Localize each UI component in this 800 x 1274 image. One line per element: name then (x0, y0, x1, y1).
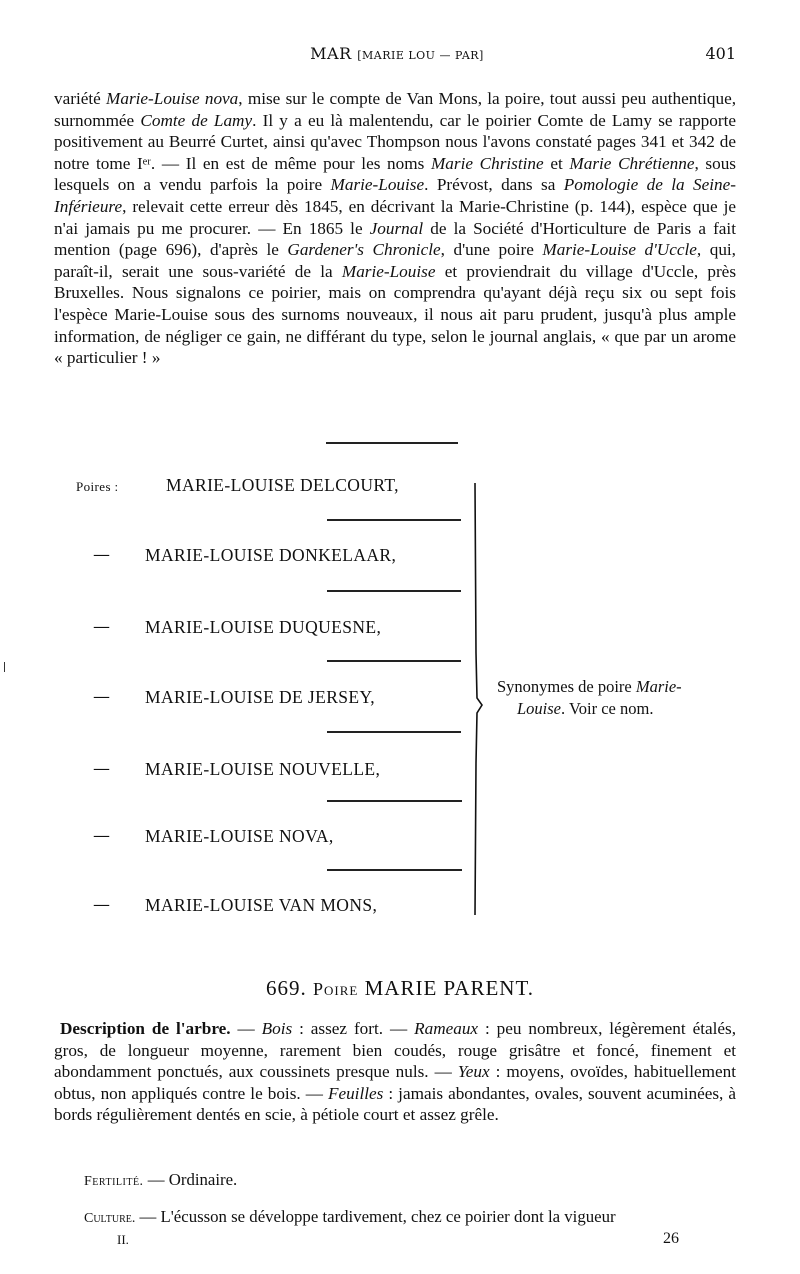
bold-heading: Description de l'arbre. (60, 1019, 231, 1038)
synonym-row (76, 475, 399, 496)
italic-term: Marie Christine (430, 153, 544, 173)
synonym-dash: — (93, 545, 110, 565)
entry-title (0, 976, 800, 1001)
synonym-name: MARIE-LOUISE DE JERSEY, (145, 687, 376, 707)
text-run: , sous lesquels on a vendu parfois la poire (54, 153, 736, 195)
italic-term: Journal (369, 218, 424, 238)
italic-term: Rameaux (414, 1019, 479, 1038)
synonym-row (145, 895, 377, 916)
synonym-dash: — (93, 687, 110, 707)
entry-prefix: Poire (313, 979, 359, 999)
synonym-row (145, 545, 396, 566)
italic-term: Marie-Louise (330, 175, 425, 195)
text-run: : assez fort. — (292, 1019, 415, 1038)
description-text (54, 1018, 736, 1126)
synonym-dash: — (93, 826, 110, 846)
culture-line (84, 1207, 744, 1227)
signature-mark: II. (117, 1232, 129, 1247)
italic-term: Bois (261, 1019, 293, 1038)
synonym-dash: — (93, 759, 110, 779)
fertility-line (84, 1170, 237, 1190)
synonym-note-italic: Louise (517, 699, 562, 718)
synonym-separator (327, 590, 461, 592)
synonym-dash: — (93, 617, 110, 637)
culture-text: — L'écusson se développe tardivement, chez ce poirier dont la vigueur (135, 1207, 616, 1226)
synonym-prefix: Poires : (76, 479, 119, 494)
text-run: . Prévost, dans sa (424, 175, 564, 195)
synonym-note-text: Synonymes de poire (497, 677, 636, 696)
italic-term: Marie-Louise d'Uccle (542, 240, 697, 260)
synonym-separator (327, 800, 462, 802)
italic-term: Pomologie de la Seine-Inférieure (54, 175, 736, 216)
running-head (52, 44, 742, 63)
synonym-separator (327, 869, 462, 871)
synonym-name: MARIE-LOUISE VAN MONS, (145, 895, 378, 915)
synonym-name: MARIE-LOUISE DONKELAAR, (145, 545, 397, 565)
synonym-row (145, 759, 380, 780)
synonym-row (145, 617, 381, 638)
synonym-name: MARIE-LOUISE DELCOURT, (166, 475, 399, 495)
synonym-name: MARIE-LOUISE NOVA, (145, 826, 334, 846)
text-run: , d'une poire (440, 240, 543, 260)
text-run: : peu nombreux, légèrement étalés, gros, de longueur moyenne, rarement bien coudés, rouge grisâtre et foncé, finement et abondamment ponctués, aux coussinets presque nuls. — (54, 1019, 736, 1082)
intro-paragraph-text (54, 88, 736, 369)
italic-term: Yeux (457, 1062, 490, 1082)
text-run: et (543, 153, 570, 173)
culture-label: Culture. (84, 1211, 136, 1226)
entry-name: MARIE PARENT. (364, 976, 534, 1000)
synonym-row (145, 687, 375, 708)
text-run: : jamais abondantes, ovales, souvent acuminées, à bords régulièrement dentés en scie, à pétiole court et assez grêle. (54, 1083, 736, 1125)
synonym-note-italic: Marie- (635, 677, 682, 696)
signature-number: 26 (663, 1230, 679, 1247)
running-header (52, 44, 742, 68)
italic-term: Feuilles (327, 1083, 384, 1103)
synonym-name: MARIE-LOUISE DUQUESNE, (145, 617, 382, 637)
running-head-sub: [MARIE LOU — PAR] (357, 49, 484, 62)
fertility-text: — Ordinaire. (143, 1170, 238, 1189)
synonym-name: MARIE-LOUISE NOUVELLE, (145, 759, 381, 779)
synonym-separator (327, 519, 461, 521)
italic-term: Gardener's Chronicle (287, 240, 441, 260)
text-run: variété (54, 89, 107, 108)
text-run: de la Société d'Horticulture de Paris a fait mention (page 696), d'après le (54, 218, 736, 260)
page-number: 401 (705, 44, 736, 63)
italic-term: Marie Chrétienne (569, 153, 695, 173)
text-run: , mise sur le compte de Van Mons, la poire, tout aussi peu authentique, surnommée (54, 89, 736, 130)
text-run: : moyens, ovoïdes, habituellement obtus, non appliqués contre le bois. — (54, 1062, 736, 1103)
entry-number: 669. (266, 976, 307, 1000)
synonym-row (145, 826, 334, 847)
italic-term: Marie-Louise nova (106, 89, 239, 108)
running-head-main: MAR (310, 44, 352, 63)
synonym-separator (327, 731, 461, 733)
italic-term: Marie-Louise (341, 261, 436, 281)
fertility-label: Fertilité. (84, 1174, 144, 1189)
text-run: , qui, paraît-il, serait une sous-variété de la (54, 240, 736, 281)
text-run: , relevait cette erreur dès 1845, en décrivant la Marie-Christine (p. 144), espèce que je n'ai jamais pu me procurer. — En 1865 le (54, 196, 736, 238)
brace (472, 483, 486, 915)
synonym-note-text: . Voir ce nom. (561, 699, 654, 718)
synonym-separator (327, 660, 461, 662)
synonym-dash: — (93, 895, 110, 915)
italic-term: Comte de Lamy (140, 110, 253, 130)
description-paragraph (54, 1018, 736, 1126)
intro-paragraph (54, 88, 736, 369)
text-run: et proviendrait du village d'Uccle, près Bruxelles. Nous signalons ce poirier, mais on comprendra qu'ayant déjà reçu six ou sept fois l'espèce Marie-Louise sous des surnoms nouveaux, il nous ait paru prudent, jusqu'à plus ample information, de négliger ce gain, ne différant du type, selon le journal anglais, « que par un arome « particulier ! » (54, 261, 737, 368)
section-divider (326, 442, 458, 444)
text-run: . Il y a eu là malentendu, car le poirier Comte de Lamy se rapporte positivement au Beurré Curtet, ainsi qu'avec Thompson nous l'avons constaté pages 341 et 342 de notre tome Iᵉʳ. — Il en est de même pour les noms (54, 110, 736, 173)
text-run: — (230, 1019, 262, 1038)
synonym-note (497, 676, 747, 720)
margin-mark (4, 662, 5, 672)
